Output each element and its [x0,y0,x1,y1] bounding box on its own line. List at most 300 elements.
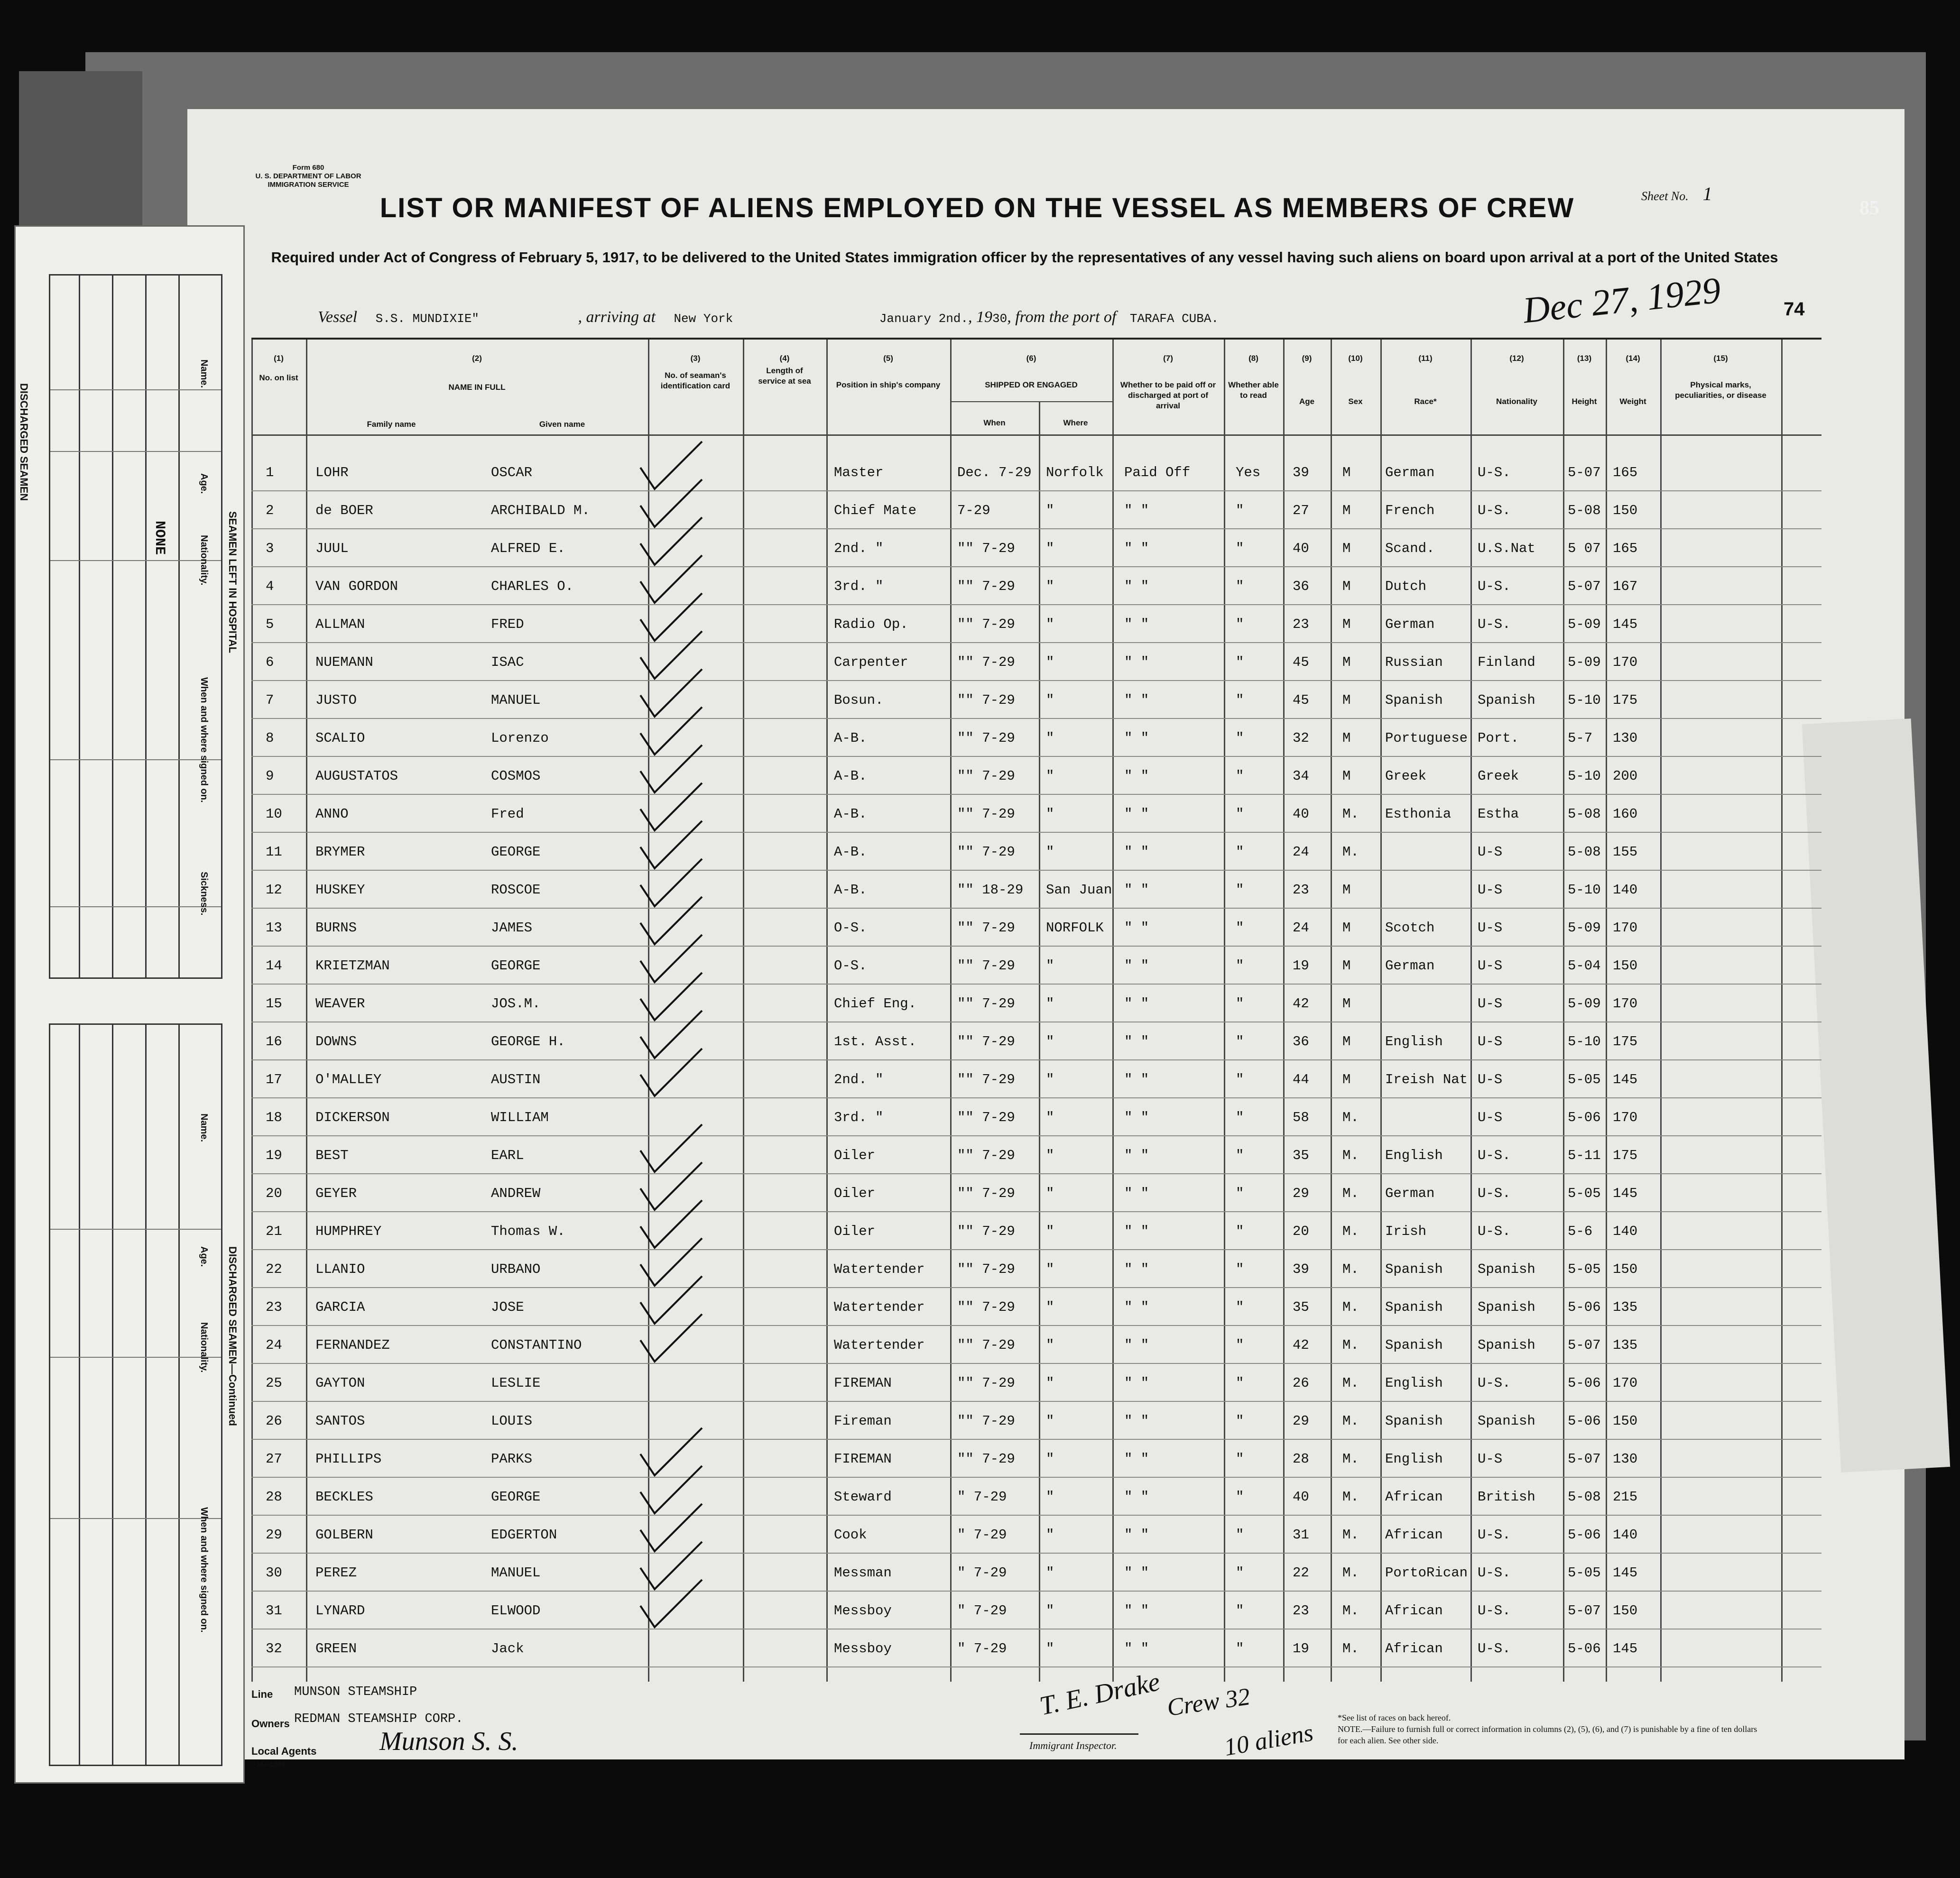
cell-able-to-read: " [1236,654,1244,670]
table-row [251,1022,1821,1060]
cell-family-name: NUEMANN [315,654,373,670]
cell-shipped-where: " [1046,996,1054,1012]
cell-weight: 150 [1613,1603,1638,1619]
cell-race: Dutch [1385,579,1427,594]
cell-able-to-read: " [1236,920,1244,936]
cell-position: Fireman [834,1413,892,1429]
cell-shipped-where: " [1046,1186,1054,1201]
stub-label-signed-on: When and where signed on. [199,677,209,803]
cell-shipped-where: San Juan [1046,882,1112,898]
cell-given-name: ROSCOE [491,882,541,898]
cell-height: 5-06 [1568,1299,1601,1315]
cell-shipped-when: "" 7-29 [957,541,1015,556]
cell-weight: 170 [1613,654,1638,670]
cell-sex: M. [1342,1451,1359,1467]
cell-paid-off: " " [1124,541,1149,556]
col-head-service: Length of service at sea [758,366,811,386]
cell-position: Bosun. [834,692,884,708]
cell-family-name: PEREZ [315,1565,357,1581]
cell-family-name: JUSTO [315,692,357,708]
cell-nationality: U-S. [1478,1186,1511,1201]
cell-given-name: CONSTANTINO [491,1337,582,1353]
table-row [251,909,1821,947]
cell-sex: M [1342,579,1351,594]
cell-paid-off: " " [1124,1110,1149,1125]
table-row [251,833,1821,871]
cell-paid-off: " " [1124,1489,1149,1505]
stub-side-hospital: SEAMEN LEFT IN HOSPITAL [227,511,239,654]
cell-shipped-where: " [1046,1641,1054,1657]
table-row [251,567,1821,605]
stub-label-name: Name. [199,359,209,388]
col-num-1: (1) [274,354,284,363]
cell-row-number: 3 [266,541,274,556]
col-head-idcard: No. of seaman's identification card [660,371,730,390]
cell-family-name: GOLBERN [315,1527,373,1543]
cell-paid-off: " " [1124,1603,1149,1619]
stub-label-signed-on-2: When and where signed on. [199,1507,209,1633]
cell-race: German [1385,465,1435,480]
cell-shipped-when: "" 7-29 [957,654,1015,670]
cell-shipped-where: NORFOLK [1046,920,1104,936]
cell-shipped-when: "" 7-29 [957,1224,1015,1239]
inspector-label: Immigrant Inspector. [1029,1740,1117,1751]
col-num-11: (11) [1418,354,1433,363]
stub-label-age-2: Age. [199,1246,209,1267]
cell-weight: 165 [1613,541,1638,556]
cell-shipped-when: "" 7-29 [957,958,1015,974]
col-head-physical: Physical marks, peculiarities, or disease [1675,380,1766,400]
form-code: 14—1240 [256,1760,285,1768]
cell-family-name: WEAVER [315,996,365,1012]
cell-given-name: LOUIS [491,1413,533,1429]
cell-race: Spanish [1385,1413,1443,1429]
col-head-age: Age [1299,397,1315,406]
cell-given-name: ALFRED E. [491,541,565,556]
table-row [251,605,1821,643]
cell-weight: 167 [1613,579,1638,594]
cell-family-name: BRYMER [315,844,365,860]
cell-row-number: 30 [266,1565,282,1581]
cell-shipped-when: "" 7-29 [957,1299,1015,1315]
inspector-signature: T. E. Drake [1037,1666,1163,1722]
cell-row-number: 7 [266,692,274,708]
cell-race: Spanish [1385,1337,1443,1353]
cell-able-to-read: " [1236,1489,1244,1505]
cell-shipped-where: " [1046,1299,1054,1315]
cell-nationality: Spanish [1478,692,1535,708]
cell-race: German [1385,1186,1435,1201]
cell-paid-off: " " [1124,768,1149,784]
cell-shipped-where: " [1046,654,1054,670]
table-row [251,1326,1821,1364]
cell-position: Chief Eng. [834,996,917,1012]
cell-paid-off: " " [1124,1451,1149,1467]
cell-able-to-read: " [1236,617,1244,632]
cell-race: English [1385,1148,1443,1163]
vessel-line: Vessel S.S. MUNDIXIE" , arriving at New York January 2nd., 1930, from the port of TARAFA CUBA. [318,308,1219,326]
cell-position: FIREMAN [834,1451,892,1467]
cell-race: Scotch [1385,920,1435,936]
cell-nationality: U-S. [1478,465,1511,480]
cell-given-name: COSMOS [491,768,541,784]
cell-given-name: GEORGE [491,844,541,860]
cell-paid-off: " " [1124,844,1149,860]
cell-height: 5-09 [1568,996,1601,1012]
cell-shipped-where: " [1046,1413,1054,1429]
cell-weight: 145 [1613,617,1638,632]
cell-weight: 170 [1613,1110,1638,1125]
cell-paid-off: " " [1124,1148,1149,1163]
col-num-3: (3) [690,354,701,363]
cell-age: 24 [1293,844,1309,860]
cell-age: 39 [1293,465,1309,480]
form-number: Form 680 [292,164,324,172]
cell-age: 29 [1293,1413,1309,1429]
cell-position: Messboy [834,1641,892,1657]
cell-paid-off: " " [1124,692,1149,708]
cell-nationality: Greek [1478,768,1519,784]
cell-age: 45 [1293,654,1309,670]
cell-race: Portuguese [1385,730,1468,746]
cell-nationality: U.S.Nat [1478,541,1535,556]
cell-family-name: PHILLIPS [315,1451,382,1467]
cell-able-to-read: " [1236,1565,1244,1581]
cell-weight: 175 [1613,1148,1638,1163]
table-row [251,1478,1821,1516]
cell-family-name: GARCIA [315,1299,365,1315]
cell-race: German [1385,958,1435,974]
cell-paid-off: " " [1124,617,1149,632]
cell-given-name: FRED [491,617,524,632]
cell-family-name: HUSKEY [315,882,365,898]
cell-age: 42 [1293,996,1309,1012]
cell-weight: 140 [1613,1224,1638,1239]
cell-paid-off: " " [1124,654,1149,670]
cell-able-to-read: " [1236,844,1244,860]
cell-shipped-when: "" 7-29 [957,1110,1015,1125]
cell-paid-off: " " [1124,1565,1149,1581]
cell-weight: 140 [1613,1527,1638,1543]
cell-family-name: SCALIO [315,730,365,746]
cell-given-name: MANUEL [491,692,541,708]
cell-height: 5-06 [1568,1110,1601,1125]
cell-height: 5-10 [1568,692,1601,708]
corner-number: 74 [1784,299,1805,320]
cell-shipped-where: " [1046,503,1054,518]
cell-given-name: JOS.M. [491,996,541,1012]
cell-weight: 200 [1613,768,1638,784]
cell-shipped-when: " 7-29 [957,1527,1007,1543]
cell-nationality: U-S [1478,920,1503,936]
cell-shipped-where: " [1046,844,1054,860]
cell-sex: M. [1342,1375,1359,1391]
cell-height: 5-08 [1568,806,1601,822]
table-row [251,985,1821,1022]
checkmark-icon [636,1046,707,1098]
cell-shipped-where: " [1046,1110,1054,1125]
cell-nationality: Spanish [1478,1299,1535,1315]
cell-family-name: LOHR [315,465,349,480]
cell-shipped-when: "" 7-29 [957,1034,1015,1049]
cell-race: English [1385,1034,1443,1049]
cell-shipped-where: " [1046,1489,1054,1505]
penalty-note: NOTE.—Failure to furnish full or correct information in columns (2), (5), (6), and (7) is punishable by a fine of ten dollars for each alien. See other side. [1338,1724,1757,1745]
table-row [251,1136,1821,1174]
cell-height: 5-07 [1568,1603,1601,1619]
checkmark-icon [636,1577,707,1629]
col-num-10: (10) [1348,354,1363,363]
cell-age: 20 [1293,1224,1309,1239]
cell-row-number: 11 [266,844,282,860]
departure-port: TARAFA CUBA. [1129,312,1219,326]
cell-given-name: URBANO [491,1261,541,1277]
cell-sex: M. [1342,1148,1359,1163]
cell-given-name: EDGERTON [491,1527,557,1543]
cell-paid-off: " " [1124,1224,1149,1239]
table-row [251,795,1821,833]
cell-given-name: CHARLES O. [491,579,574,594]
cell-height: 5-10 [1568,882,1601,898]
cell-sex: M. [1342,1603,1359,1619]
cell-row-number: 17 [266,1072,282,1087]
cell-weight: 150 [1613,1413,1638,1429]
line-value: MUNSON STEAMSHIP [294,1685,417,1699]
cell-sex: M [1342,541,1351,556]
page-stamp: 85 [1859,197,1879,219]
cell-row-number: 31 [266,1603,282,1619]
cell-shipped-where: " [1046,1603,1054,1619]
cell-able-to-read: " [1236,1413,1244,1429]
cell-nationality: British [1478,1489,1535,1505]
cell-height: 5-07 [1568,1451,1601,1467]
cell-given-name: ISAC [491,654,524,670]
cell-nationality: U-S. [1478,1565,1511,1581]
cell-row-number: 12 [266,882,282,898]
table-row [251,1592,1821,1629]
cell-shipped-when: "" 7-29 [957,1337,1015,1353]
cell-sex: M [1342,617,1351,632]
col-head-nationality: Nationality [1496,397,1537,406]
cell-paid-off: " " [1124,579,1149,594]
cell-position: 3rd. " [834,1110,884,1125]
cell-row-number: 19 [266,1148,282,1163]
inspector-signature-line [1020,1733,1138,1735]
table-row [251,947,1821,985]
cell-shipped-when: "" 7-29 [957,1413,1015,1429]
cell-age: 22 [1293,1565,1309,1581]
cell-sex: M [1342,996,1351,1012]
cell-able-to-read: " [1236,1224,1244,1239]
cell-sex: M [1342,958,1351,974]
cell-shipped-when: "" 7-29 [957,730,1015,746]
cell-height: 5-04 [1568,958,1601,974]
cell-position: Radio Op. [834,617,908,632]
cell-position: Steward [834,1489,892,1505]
cell-able-to-read: " [1236,996,1244,1012]
cell-position: Oiler [834,1224,876,1239]
document-subtitle: Required under Act of Congress of February 5, 1917, to be delivered to the United States immigration officer by the representatives of any vessel having such aliens on board upon arrival at a port of the United States [271,249,1778,266]
owners-value: REDMAN STEAMSHIP CORP. [294,1712,463,1726]
cell-able-to-read: " [1236,1451,1244,1467]
cell-height: 5-09 [1568,654,1601,670]
cell-shipped-where: " [1046,1034,1054,1049]
cell-able-to-read: " [1236,1148,1244,1163]
cell-nationality: U-S. [1478,1375,1511,1391]
cell-sex: M. [1342,1641,1359,1657]
cell-row-number: 9 [266,768,274,784]
col-num-12: (12) [1509,354,1524,363]
cell-age: 58 [1293,1110,1309,1125]
cell-nationality: Spanish [1478,1261,1535,1277]
cell-shipped-where: " [1046,692,1054,708]
col-head-weight: Weight [1619,397,1646,406]
cell-row-number: 20 [266,1186,282,1201]
cell-sex: M. [1342,1337,1359,1353]
cell-shipped-when: "" 7-29 [957,692,1015,708]
cell-paid-off: " " [1124,996,1149,1012]
table-row [251,1288,1821,1326]
stub-label-name-2: Name. [199,1114,209,1142]
cell-row-number: 18 [266,1110,282,1125]
cell-age: 19 [1293,958,1309,974]
cell-paid-off: " " [1124,1527,1149,1543]
cell-height: 5-7 [1568,730,1593,746]
cell-paid-off: " " [1124,1413,1149,1429]
cell-sex: M [1342,730,1351,746]
cell-race: French [1385,503,1435,518]
cell-row-number: 1 [266,465,274,480]
cell-position: A-B. [834,768,867,784]
cell-row-number: 14 [266,958,282,974]
cell-row-number: 15 [266,996,282,1012]
cell-nationality: U-S. [1478,1148,1511,1163]
cell-nationality: U-S [1478,1110,1503,1125]
cell-shipped-when: " 7-29 [957,1489,1007,1505]
cell-able-to-read: " [1236,882,1244,898]
cell-race: Russian [1385,654,1443,670]
stub-side-discharged: DISCHARGED SEAMEN [18,383,30,501]
cell-age: 42 [1293,1337,1309,1353]
cell-family-name: BECKLES [315,1489,373,1505]
cell-sex: M. [1342,1565,1359,1581]
cell-age: 19 [1293,1641,1309,1657]
cell-sex: M [1342,654,1351,670]
cell-row-number: 2 [266,503,274,518]
cell-shipped-when: "" 7-29 [957,1186,1015,1201]
cell-shipped-where: " [1046,541,1054,556]
cell-weight: 145 [1613,1072,1638,1087]
cell-able-to-read: " [1236,579,1244,594]
cell-paid-off: " " [1124,503,1149,518]
col-head-no: No. on list [259,373,298,382]
cell-race: English [1385,1375,1443,1391]
cell-weight: 170 [1613,1375,1638,1391]
cell-paid-off: " " [1124,1034,1149,1049]
cell-able-to-read: " [1236,503,1244,518]
cell-able-to-read: " [1236,1186,1244,1201]
cell-shipped-when: " 7-29 [957,1565,1007,1581]
table-row [251,1250,1821,1288]
cell-age: 23 [1293,617,1309,632]
cell-shipped-when: "" 7-29 [957,1451,1015,1467]
cell-given-name: Lorenzo [491,730,549,746]
cell-age: 45 [1293,692,1309,708]
cell-position: 1st. Asst. [834,1034,917,1049]
agents-signature: Munson S. S. [379,1727,518,1756]
cell-able-to-read: " [1236,1527,1244,1543]
cell-sex: M. [1342,1299,1359,1315]
cell-weight: 160 [1613,806,1638,822]
cell-race: Esthonia [1385,806,1452,822]
cell-given-name: ARCHIBALD M. [491,503,590,518]
race-note: *See list of races on back hereof. [1338,1713,1451,1722]
cell-row-number: 23 [266,1299,282,1315]
cell-shipped-where: " [1046,730,1054,746]
cell-nationality: Spanish [1478,1337,1535,1353]
cell-sex: M [1342,1072,1351,1087]
cell-weight: 165 [1613,465,1638,480]
cell-height: 5-07 [1568,465,1601,480]
cell-nationality: U-S [1478,844,1503,860]
cell-able-to-read: " [1236,1337,1244,1353]
cell-sex: M. [1342,1110,1359,1125]
cell-family-name: O'MALLEY [315,1072,382,1087]
cell-given-name: OSCAR [491,465,533,480]
cell-paid-off: " " [1124,806,1149,822]
cell-shipped-where: " [1046,1375,1054,1391]
col-head-shipped: SHIPPED OR ENGAGED [985,380,1078,389]
cell-shipped-when: "" 7-29 [957,920,1015,936]
cell-shipped-where: " [1046,806,1054,822]
cell-position: Master [834,465,884,480]
cell-able-to-read: " [1236,1110,1244,1125]
cell-race: Scand. [1385,541,1435,556]
cell-able-to-read: " [1236,1299,1244,1315]
table-row [251,757,1821,795]
cell-shipped-where: " [1046,1527,1054,1543]
table-row [251,1402,1821,1440]
cell-given-name: ANDREW [491,1186,541,1201]
col-num-8: (8) [1248,354,1258,363]
cell-paid-off: " " [1124,1072,1149,1087]
cell-height: 5-6 [1568,1224,1593,1239]
cell-shipped-when: "" 7-29 [957,806,1015,822]
cell-sex: M [1342,920,1351,936]
cell-given-name: ELWOOD [491,1603,541,1619]
cell-position: Chief Mate [834,503,917,518]
cell-age: 23 [1293,1603,1309,1619]
cell-row-number: 28 [266,1489,282,1505]
cell-family-name: JUUL [315,541,349,556]
cell-shipped-when: "" 7-29 [957,1072,1015,1087]
cell-given-name: Thomas W. [491,1224,565,1239]
cell-age: 40 [1293,541,1309,556]
form-identifier [247,164,370,189]
stub-discharged-panel [49,1023,222,1766]
cell-position: A-B. [834,806,867,822]
cell-position: 3rd. " [834,579,884,594]
cell-shipped-when: Dec. 7-29 [957,465,1032,480]
cell-race: Spanish [1385,692,1443,708]
cell-height: 5-05 [1568,1565,1601,1581]
cell-height: 5-05 [1568,1072,1601,1087]
cell-shipped-when: "" 7-29 [957,996,1015,1012]
cell-height: 5-06 [1568,1527,1601,1543]
cell-family-name: de BOER [315,503,373,518]
cell-shipped-where: " [1046,768,1054,784]
cell-given-name: GEORGE H. [491,1034,565,1049]
